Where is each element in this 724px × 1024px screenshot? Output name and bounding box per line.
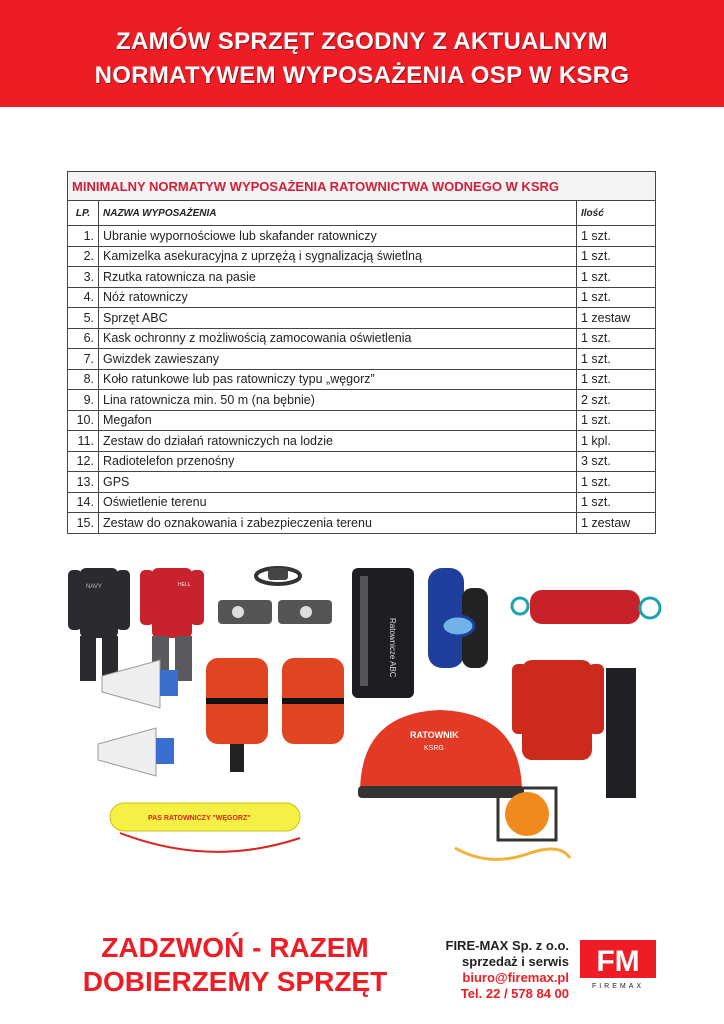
row-quantity: 1 szt. xyxy=(577,287,656,308)
row-item-name: Radiotelefon przenośny xyxy=(99,451,577,472)
row-number: 12. xyxy=(68,451,99,472)
row-quantity: 1 szt. xyxy=(577,410,656,431)
rescue-vest-image xyxy=(206,658,344,772)
row-quantity: 2 szt. xyxy=(577,390,656,411)
bag-label: Ratownicze ABC xyxy=(388,618,397,678)
abc-bag-image xyxy=(352,568,414,698)
row-quantity: 1 szt. xyxy=(577,369,656,390)
column-header-lp: LP. xyxy=(68,201,99,226)
row-number: 9. xyxy=(68,390,99,411)
helmet-label-1: RATOWNIK xyxy=(410,730,459,740)
row-number: 1. xyxy=(68,226,99,247)
row-number: 8. xyxy=(68,369,99,390)
table-row xyxy=(68,226,656,247)
table-row xyxy=(68,287,656,308)
cta-line1: ZADZWOŃ - RAZEM xyxy=(101,932,369,963)
table-row xyxy=(68,513,656,534)
row-number: 11. xyxy=(68,431,99,452)
header-title-line1: ZAMÓW SPRZĘT ZGODNY Z AKTUALNYM xyxy=(116,28,608,55)
row-number: 5. xyxy=(68,308,99,329)
row-number: 4. xyxy=(68,287,99,308)
firemax-logo xyxy=(580,940,656,990)
suit-left-label: NAVY xyxy=(86,584,102,590)
table-row xyxy=(68,390,656,411)
table-row xyxy=(68,308,656,329)
row-quantity: 1 szt. xyxy=(577,267,656,288)
table-row xyxy=(68,246,656,267)
row-item-name: Oświetlenie terenu xyxy=(99,492,577,513)
column-header-qty: Ilość xyxy=(577,201,656,226)
company-phone[interactable]: Tel. 22 / 578 84 00 xyxy=(460,986,569,1001)
mask-fins-image xyxy=(428,568,488,668)
drysuit-dark-image xyxy=(68,568,130,681)
table-row xyxy=(68,472,656,493)
table-row xyxy=(68,410,656,431)
row-number: 15. xyxy=(68,513,99,534)
row-item-name: Koło ratunkowe lub pas ratowniczy typu „węgorz” xyxy=(99,369,577,390)
row-quantity: 1 szt. xyxy=(577,349,656,370)
row-quantity: 1 szt. xyxy=(577,472,656,493)
row-item-name: Megafon xyxy=(99,410,577,431)
table-row xyxy=(68,267,656,288)
row-item-name: Gwizdek zawieszany xyxy=(99,349,577,370)
row-quantity: 1 zestaw xyxy=(577,308,656,329)
row-item-name: Nóż ratowniczy xyxy=(99,287,577,308)
row-quantity: 1 szt. xyxy=(577,328,656,349)
row-item-name: Sprzęt ABC xyxy=(99,308,577,329)
table-row xyxy=(68,349,656,370)
company-email[interactable]: biuro@firemax.pl xyxy=(462,970,569,985)
suit-right-label: HELL xyxy=(178,582,191,588)
row-number: 14. xyxy=(68,492,99,513)
table-title: MINIMALNY NORMATYW WYPOSAŻENIA RATOWNICTWA WODNEGO W KSRG xyxy=(68,172,656,201)
belt-label: PAS RATOWNICZY "WĘGORZ" xyxy=(148,815,251,822)
throw-bag-image xyxy=(512,590,660,624)
header-banner xyxy=(0,0,724,107)
table-row xyxy=(68,328,656,349)
row-quantity: 1 szt. xyxy=(577,246,656,267)
row-item-name: Zestaw do oznakowania i zabezpieczenia terenu xyxy=(99,513,577,534)
table-row xyxy=(68,451,656,472)
row-quantity: 3 szt. xyxy=(577,451,656,472)
equipment-photos xyxy=(60,548,664,888)
megaphone-image xyxy=(98,660,178,776)
helmet-label-2: KSRG xyxy=(424,745,444,752)
company-name: FIRE-MAX Sp. z o.o. xyxy=(445,938,569,953)
table-row xyxy=(68,431,656,452)
row-number: 10. xyxy=(68,410,99,431)
row-number: 7. xyxy=(68,349,99,370)
logo-subtext: FIREMAX xyxy=(591,983,645,990)
flotation-suit-image xyxy=(512,660,636,798)
logo-text: FM xyxy=(596,945,640,978)
row-number: 13. xyxy=(68,472,99,493)
row-item-name: Zestaw do działań ratowniczych na lodzie xyxy=(99,431,577,452)
cta-line2: DOBIERZEMY SPRZĘT xyxy=(82,966,388,997)
row-quantity: 1 szt. xyxy=(577,492,656,513)
call-to-action xyxy=(50,931,420,999)
row-number: 3. xyxy=(68,267,99,288)
row-number: 6. xyxy=(68,328,99,349)
headlamp-image xyxy=(218,568,332,624)
table-row xyxy=(68,369,656,390)
header-title-line2: NORMATYWEM WYPOSAŻENIA OSP W KSRG xyxy=(94,62,630,89)
company-info xyxy=(446,938,570,1002)
rescue-helmet-image xyxy=(358,710,524,798)
row-quantity: 1 zestaw xyxy=(577,513,656,534)
rescue-belt-image xyxy=(110,803,300,852)
table-row xyxy=(68,492,656,513)
row-item-name: Kamizelka asekuracyjna z uprzężą i sygnalizacją świetlną xyxy=(99,246,577,267)
column-header-name: NAZWA WYPOSAŻENIA xyxy=(99,201,577,226)
company-tagline: sprzedaż i serwis xyxy=(462,954,569,969)
row-quantity: 1 szt. xyxy=(577,226,656,247)
row-number: 2. xyxy=(68,246,99,267)
rope-reel-image xyxy=(455,788,570,859)
row-quantity: 1 kpl. xyxy=(577,431,656,452)
row-item-name: Kask ochronny z możliwością zamocowania oświetlenia xyxy=(99,328,577,349)
row-item-name: Ubranie wypornościowe lub skafander ratowniczy xyxy=(99,226,577,247)
row-item-name: GPS xyxy=(99,472,577,493)
equipment-table xyxy=(67,171,656,534)
row-item-name: Rzutka ratownicza na pasie xyxy=(99,267,577,288)
row-item-name: Lina ratownicza min. 50 m (na bębnie) xyxy=(99,390,577,411)
